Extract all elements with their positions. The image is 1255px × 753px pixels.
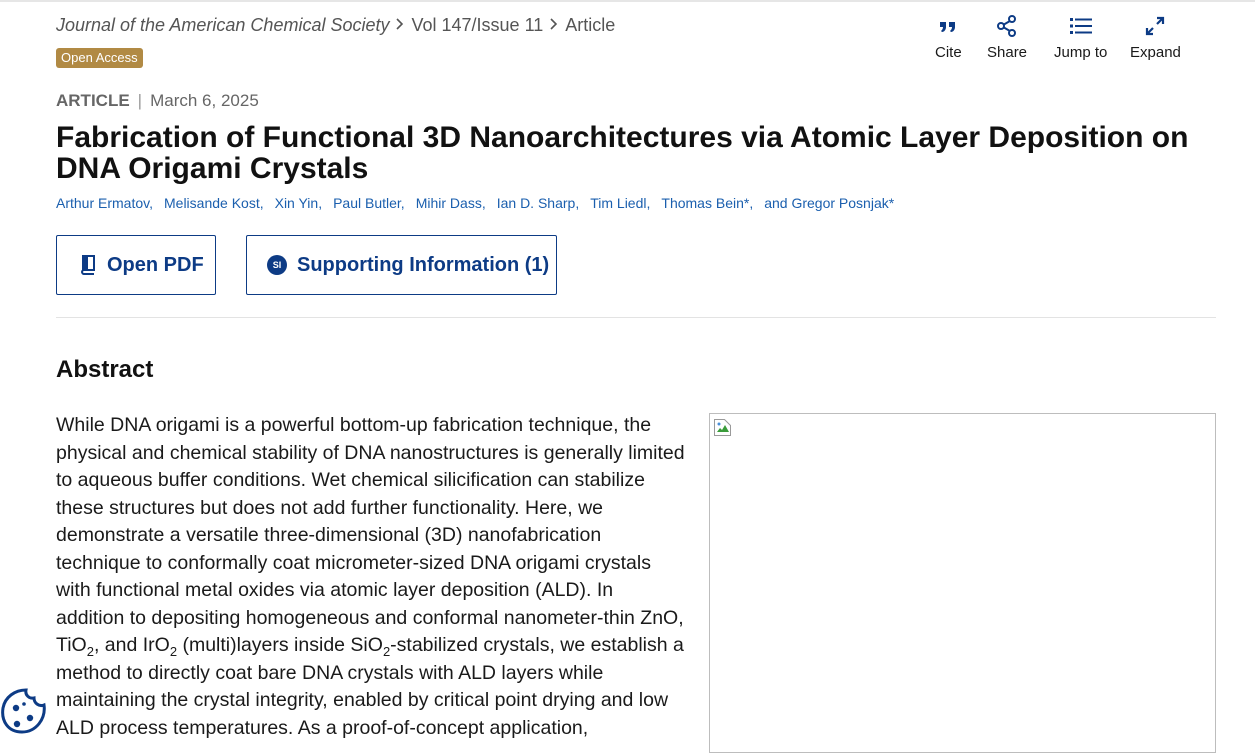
cookie-icon <box>0 686 52 742</box>
article-title: Fabrication of Functional 3D Nanoarchitectures via Atomic Layer Deposition on DNA Origami Crystals <box>56 121 1189 185</box>
abstract-heading: Abstract <box>56 356 154 383</box>
si-badge: SI <box>267 255 287 275</box>
cite-label: Cite <box>935 44 962 61</box>
article-meta <box>56 91 259 111</box>
toc-graphic[interactable] <box>709 413 1216 753</box>
share-label: Share <box>987 44 1028 61</box>
book-icon <box>79 255 97 275</box>
jump-to-button[interactable] <box>1054 14 1107 61</box>
supporting-info-label: Supporting Information (1) <box>297 253 550 276</box>
author-list <box>56 195 905 211</box>
article-type: ARTICLE <box>56 91 130 110</box>
list-icon <box>1069 14 1093 38</box>
chevron-right-icon <box>389 17 411 35</box>
quote-icon <box>936 14 960 38</box>
open-pdf-label: Open PDF <box>107 253 204 276</box>
cookie-settings-button[interactable] <box>0 686 52 742</box>
author-link[interactable]: Paul Butler, <box>333 195 405 211</box>
author-link[interactable]: Mihir Dass, <box>415 195 486 211</box>
publication-date: March 6, 2025 <box>150 91 259 110</box>
breadcrumb <box>56 15 615 36</box>
abstract-text: While DNA origami is a powerful bottom-up fabrication technique, the physical and chemical stability of DNA nanostructures is generally limited to aqueous buffer conditions. Wet chemical silicification can stabilize these structures but does not add further functionality. Here, we demonstrate a versatile three-dimensional (3D) nanofabrication technique to conformally coat micrometer-sized DNA origami crystals with functional metal oxides via atomic layer deposition (ALD). In addition to depositing homogeneous and conformal nanometer-thin ZnO, TiO$_2$, and IrO$_2$ (multi)layers inside SiO$_2$-stabilized crystals, we establish a method to directly coat bare DNA crystals with ALD layers while maintaining the crystal integrity, enabled by critical point drying and low ALD process temperatures. As a proof-of-concept application, <box>56 414 685 739</box>
author-link[interactable]: and Gregor Posnjak* <box>764 195 895 211</box>
author-link[interactable]: Ian D. Sharp, <box>496 195 580 211</box>
jump-to-label: Jump to <box>1054 44 1108 61</box>
open-pdf-button[interactable] <box>56 235 216 295</box>
chevron-right-icon <box>543 17 565 35</box>
share-button[interactable] <box>987 14 1027 61</box>
supporting-info-button[interactable] <box>246 235 557 295</box>
breadcrumb-article: Article <box>565 15 616 35</box>
broken-image-icon <box>713 418 732 437</box>
top-border <box>0 0 1255 2</box>
author-link[interactable]: Thomas Bein*, <box>661 195 754 211</box>
author-link[interactable]: Melisande Kost, <box>164 195 264 211</box>
cite-button[interactable] <box>935 14 962 61</box>
open-access-badge: Open Access <box>56 48 143 68</box>
author-link[interactable]: Arthur Ermatov, <box>56 195 153 211</box>
section-divider <box>56 317 1216 318</box>
breadcrumb-issue-link[interactable]: Vol 147/Issue 11 <box>411 15 544 35</box>
article-toolbar <box>935 14 1255 70</box>
breadcrumb-journal-link[interactable]: Journal of the American Chemical Society <box>56 15 390 35</box>
expand-button[interactable] <box>1130 14 1181 61</box>
expand-label: Expand <box>1130 44 1181 61</box>
share-icon <box>995 14 1019 38</box>
meta-divider: | <box>137 91 143 110</box>
supporting-info-icon <box>267 255 287 275</box>
author-link[interactable]: Xin Yin, <box>274 195 323 211</box>
expand-icon <box>1143 14 1167 38</box>
author-link[interactable]: Tim Liedl, <box>590 195 651 211</box>
